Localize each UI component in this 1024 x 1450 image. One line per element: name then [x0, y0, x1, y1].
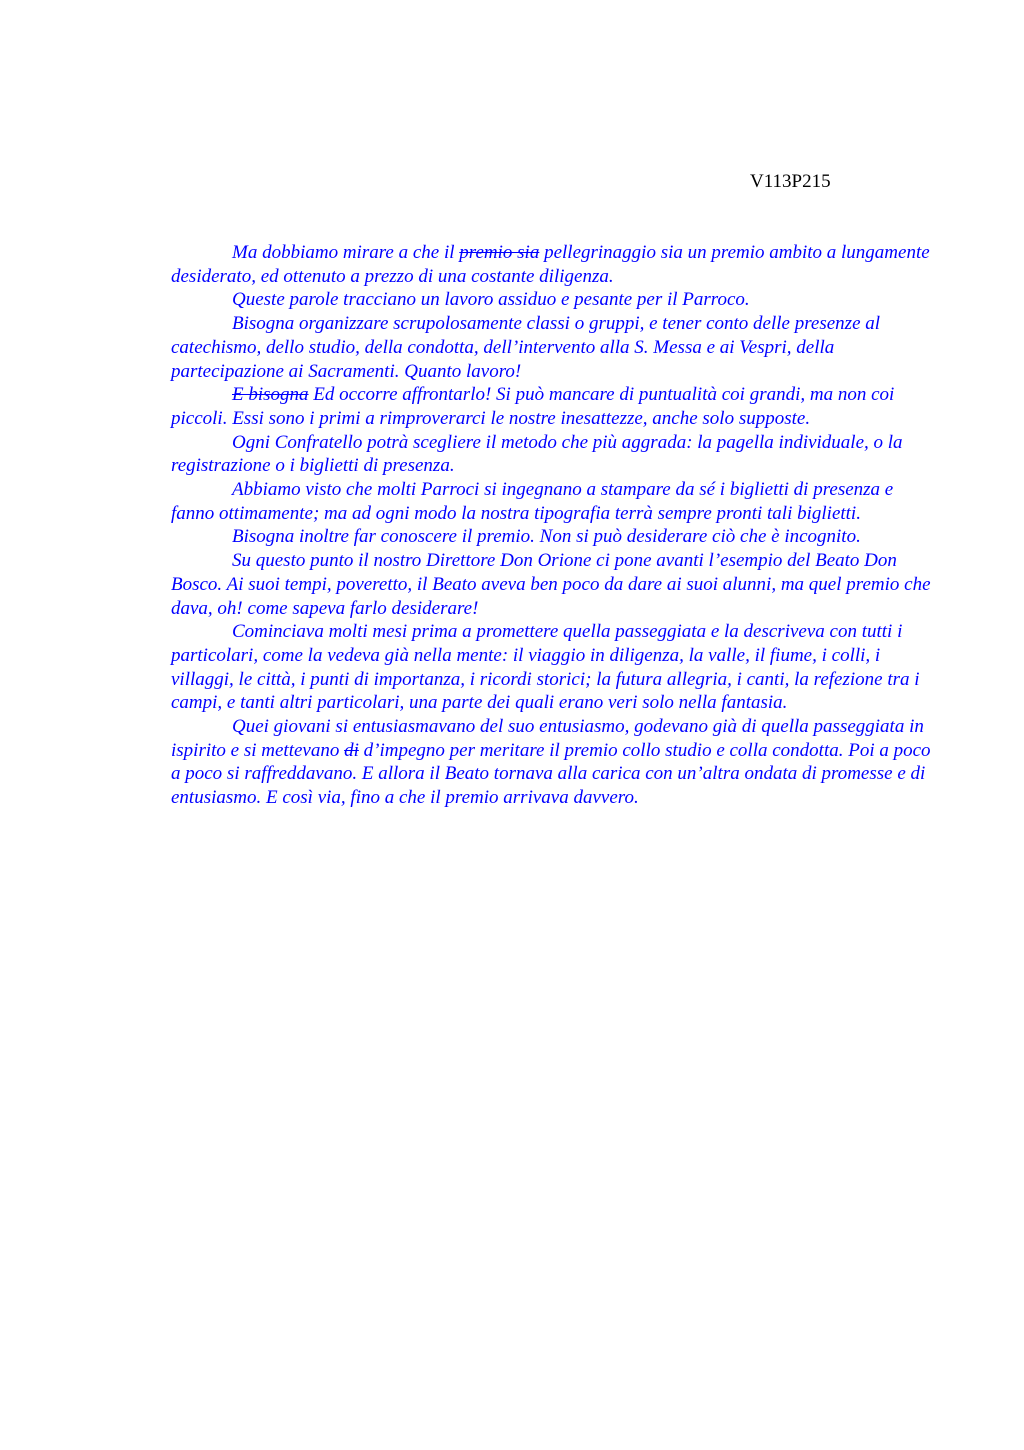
paragraph-1-after: pellegrinaggio sia un premio ambito a lungamente desiderato, ed ottenuto a prezzo di una costante diligenza. — [171, 242, 930, 287]
deleted-text: E bisogna — [232, 384, 309, 406]
page-identifier: V113P215 — [750, 171, 831, 192]
paragraph-10 — [171, 715, 931, 810]
deleted-text: di — [344, 739, 359, 761]
paragraph-10-after: d’impegno per meritare il premio collo studio e colla condotta. Poi a poco a poco si raffreddavano. E allora il Beato tornava alla carica con un’altra ondata di promesse e di entusiasmo. E così via, fino a che il premio arrivava davvero. — [171, 739, 931, 809]
paragraph-5: Ogni Confratello potrà scegliere il metodo che più aggrada: la pagella individuale, o la registrazione o i biglietti di presenza. — [171, 431, 903, 477]
deleted-text: premio sia — [459, 242, 540, 263]
paragraph-3: Bisogna organizzare scrupolosamente classi o gruppi, e tener conto delle presenze al catechismo, dello studio, della condotta, dell’intervento alla S. Messa e ai Vespri, della partecipazione ai Sacramenti. Quanto lavoro! — [171, 313, 881, 382]
paragraph-6: Abbiamo visto che molti Parroci si ingegnano a stampare da sé i biglietti di presenza e fanno ottimamente; ma ad ogni modo la nostra tipografia terrà sempre pronti tali biglietti. — [171, 479, 894, 524]
paragraph-10-before: Quei giovani si entusiasmavano del suo entusiasmo, godevano già di quella passeggiata in ispirito e si mettevano — [171, 716, 924, 761]
paragraph-1 — [171, 241, 931, 288]
paragraph-4-after: Ed occorre affrontarlo! Si può mancare di puntualità coi grandi, ma non coi piccoli. Essi sono i primi a rimproverarci le nostre inesattezze, anche solo supposte. — [171, 384, 895, 429]
document-body — [171, 241, 931, 810]
paragraph-1-before: Ma dobbiamo mirare a che il — [232, 242, 460, 263]
paragraph-7: Bisogna inoltre far conoscere il premio. Non si può desiderare ciò che è incognito. — [232, 526, 861, 548]
paragraph-2: Queste parole tracciano un lavoro assiduo e pesante per il Parroco. — [232, 289, 750, 311]
paragraph-8: Su questo punto il nostro Direttore Don Orione ci pone avanti l’esempio del Beato Don Bosco. Ai suoi tempi, poveretto, il Beato aveva ben poco da dare ai suoi alunni, ma quel premio che dava, oh! come sapeva farlo desiderare! — [171, 550, 931, 619]
paragraph-4 — [171, 383, 931, 430]
paragraph-9: Cominciava molti mesi prima a promettere quella passeggiata e la descriveva con tutti i particolari, come la vedeva già nella mente: il viaggio in diligenza, la valle, il fiume, i colli, i villaggi, le città, i punti di importanza, i ricordi storici; la futura allegria, i canti, la refezione tra i campi, e tanti altri particolari, una parte dei quali erano veri solo nella fantasia. — [171, 621, 920, 714]
